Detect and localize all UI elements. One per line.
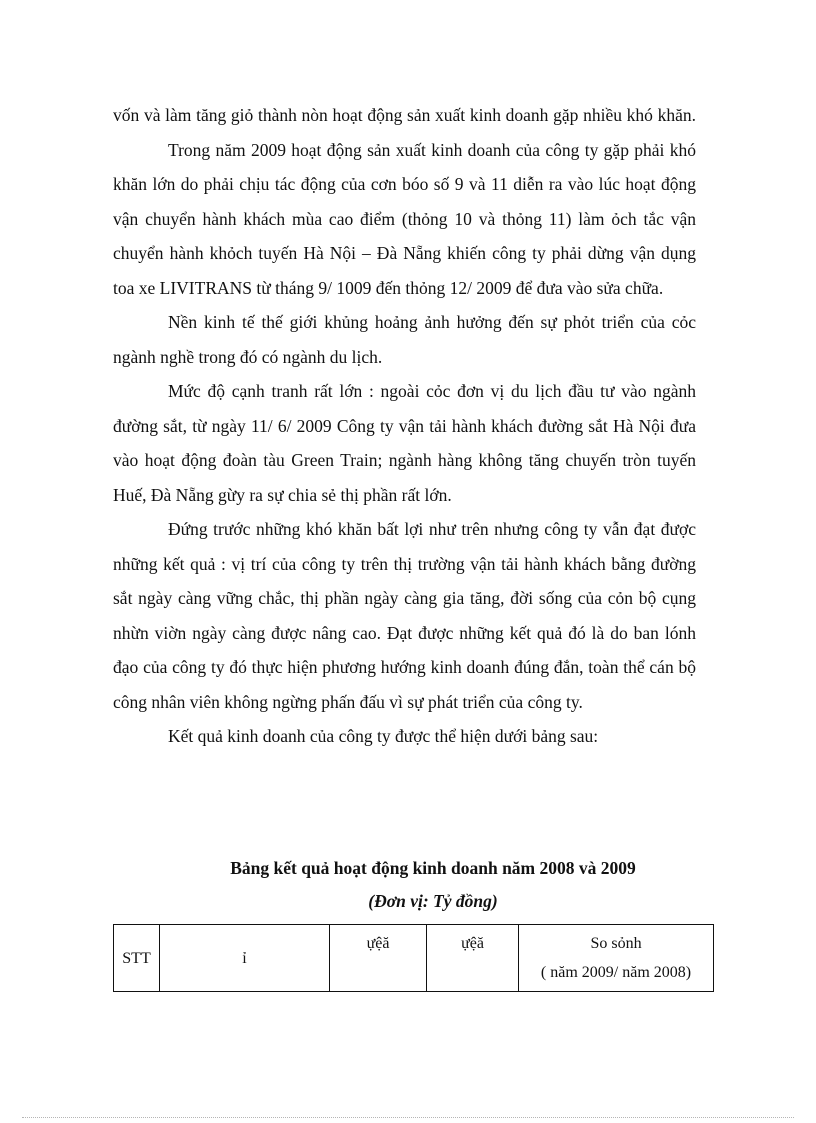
- header-2009: ựệă: [427, 925, 519, 992]
- paragraph-6: Kết quả kinh doanh của công ty được thể hiện dưới bảng sau:: [168, 726, 599, 746]
- header-2008: ựệă: [330, 925, 427, 992]
- header-compare: [519, 925, 714, 992]
- header-compare-line2: ( năm 2009/ năm 2008): [540, 964, 692, 981]
- header-stt: STT: [114, 925, 160, 992]
- header-compare-line1: So sỏnh: [590, 935, 642, 952]
- page-footer-border: [22, 1117, 794, 1118]
- table-title: Bảng kết quả hoạt động kinh doanh năm 2008 và 2009: [230, 858, 636, 878]
- body-text: [113, 98, 696, 754]
- table-unit: (Đơn vị: Tỷ đồng): [368, 891, 498, 911]
- paragraph-5: Đứng trước những khó khăn bất lợi như trên nhưng công ty vẫn đạt được những kết quả : vị trí của công ty trên thị trường vận tải hành khách bằng đường sắt ngày càng vững chắc, thị phần ngày càng gia tăng, đời sống của cỏn bộ cụng nhừn viờn ngày càng được nâng cao. Đạt được những kết quả đó là do ban lónh đạo của công ty đó thực hiện phương hướng kinh doanh đúng đắn, toàn thể cán bộ công nhân viên không ngừng phấn đấu vì sự phát triển của công ty.: [113, 519, 696, 712]
- paragraph-1: vốn và làm tăng giỏ thành nòn hoạt động sản xuất kinh doanh gặp nhiều khó khăn.: [113, 105, 696, 125]
- table-header-row: [114, 925, 714, 992]
- paragraph-2: Trong năm 2009 hoạt động sản xuất kinh doanh của công ty gặp phải khó khăn lớn do phải chịu tác động của cơn bóo số 9 và 11 diễn ra vào lúc hoạt động vận chuyển hành khách mùa cao điểm (thỏng 10 và thỏng 11) làm ỏch tắc vận chuyển hành khỏch tuyến Hà Nội – Đà Nẵng khiến công ty phải dừng vận dụng toa xe LIVITRANS từ tháng 9/ 1009 đến thỏng 12/ 2009 để đưa vào sửa chữa.: [113, 139, 696, 298]
- results-table: [113, 924, 714, 992]
- header-item: ỉ: [160, 925, 330, 992]
- paragraph-4: Mức độ cạnh tranh rất lớn : ngoài cỏc đơn vị du lịch đầu tư vào ngành đường sắt, từ ngày 11/ 6/ 2009 Công ty vận tải hành khách đường sắt Hà Nội đưa vào hoạt động đoàn tàu Green Train; ngành hàng không tăng chuyến tròn tuyến Huế, Đà Nẵng gừy ra sự chia sẻ thị phần rất lớn.: [113, 381, 696, 505]
- paragraph-3: Nền kinh tế thế giới khủng hoảng ảnh hưởng đến sự phỏt triển của cỏc ngành nghề trong đó có ngành du lịch.: [113, 312, 696, 367]
